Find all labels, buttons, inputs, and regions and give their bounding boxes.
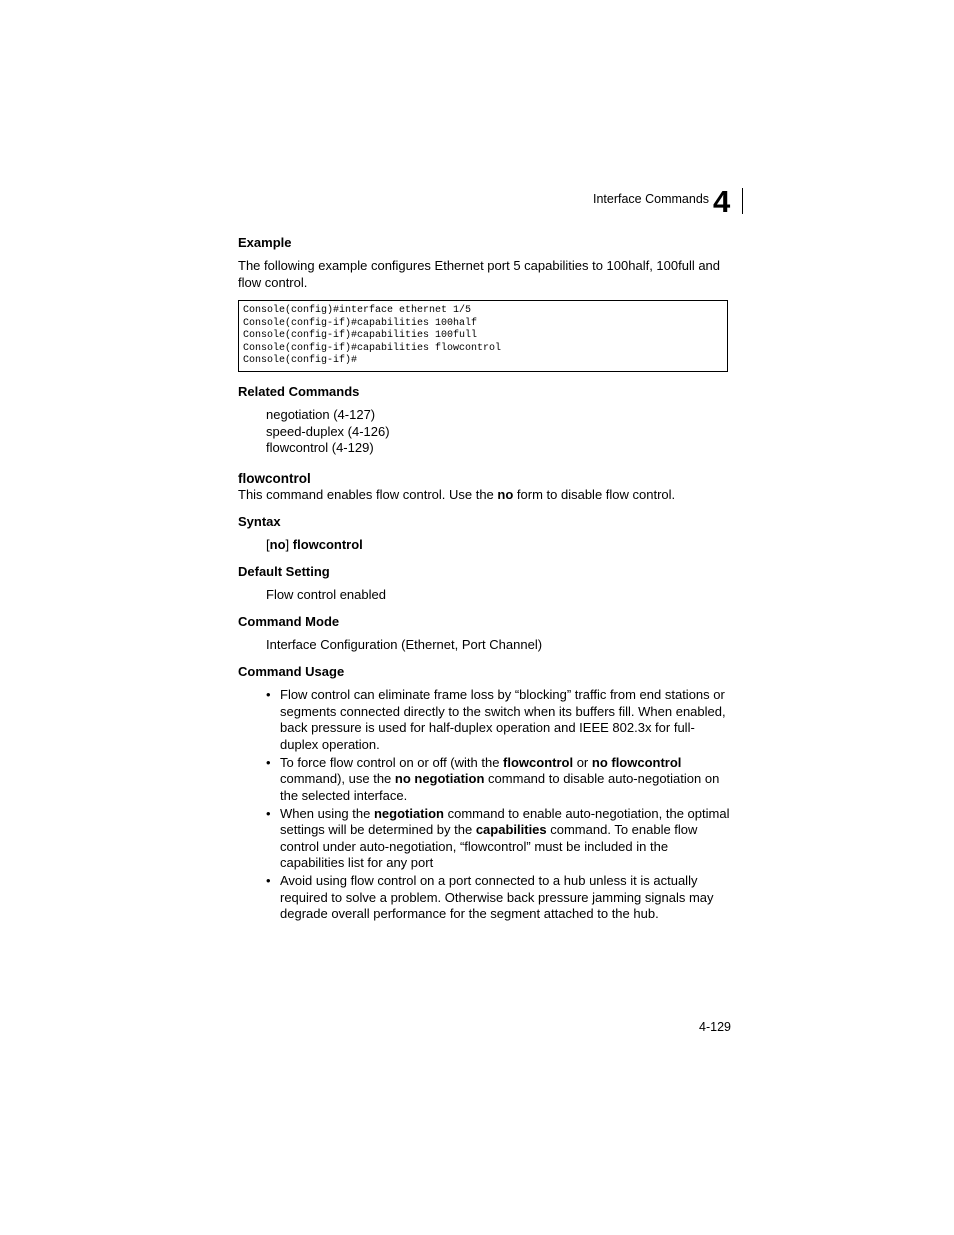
related-item: negotiation (4-127) <box>266 407 376 422</box>
usage-item: • Avoid using flow control on a port connected to a hub unless it is actually required to solve a problem. Otherwise back pressure jamming signals may degrade overall performance for the segment attached to the hub. <box>266 873 714 921</box>
default-heading: Default Setting <box>238 564 330 579</box>
chapter-number: 4 <box>713 184 731 219</box>
usage-item: • When using the negotiation command to enable auto-negotiation, the optimal settings will be determined by the capabilities command. To enable flow control under auto-negotiation, “flowcontrol” must be included in the capabilities list for any port <box>266 805 730 870</box>
usage-heading: Command Usage <box>238 664 345 679</box>
running-header: Interface Commands <box>593 192 710 206</box>
related-heading: Related Commands <box>238 384 360 399</box>
mode-heading: Command Mode <box>238 614 340 629</box>
usage-item: • To force flow control on or off (with the flowcontrol or no flowcontrol command), use the no negotiation command to disable auto-negotiation on the selected interface. <box>266 754 720 803</box>
usage-list <box>266 687 730 924</box>
mode-value: Interface Configuration (Ethernet, Port Channel) <box>266 637 543 652</box>
code-example: Console(config)#interface ethernet 1/5 Console(config-if)#capabilities 100half Console(config-if)#capabilities 100full Console(config-if)#capabilities flowcontrol Console(config-if)# <box>238 300 728 372</box>
command-description: This command enables flow control. Use the no form to disable flow control. <box>238 487 676 502</box>
syntax-heading: Syntax <box>238 514 281 529</box>
example-heading: Example <box>238 235 292 250</box>
example-text: The following example configures Ethernet port 5 capabilities to 100half, 100full and flow control. <box>238 258 721 290</box>
related-item: flowcontrol (4-129) <box>266 440 374 455</box>
default-value: Flow control enabled <box>266 587 386 602</box>
usage-item: • Flow control can eliminate frame loss by “blocking” traffic from end stations or segments connected directly to the switch when its buffers fill. When enabled, back pressure is used for half-duplex operation and IEEE 802.3x for full-duplex operation. <box>266 687 726 752</box>
syntax-line: [no] flowcontrol <box>266 537 363 552</box>
related-item: speed-duplex (4-126) <box>266 424 390 439</box>
command-title: flowcontrol <box>238 471 311 486</box>
page-number: 4-129 <box>699 1020 731 1034</box>
chapter-divider <box>742 188 743 214</box>
